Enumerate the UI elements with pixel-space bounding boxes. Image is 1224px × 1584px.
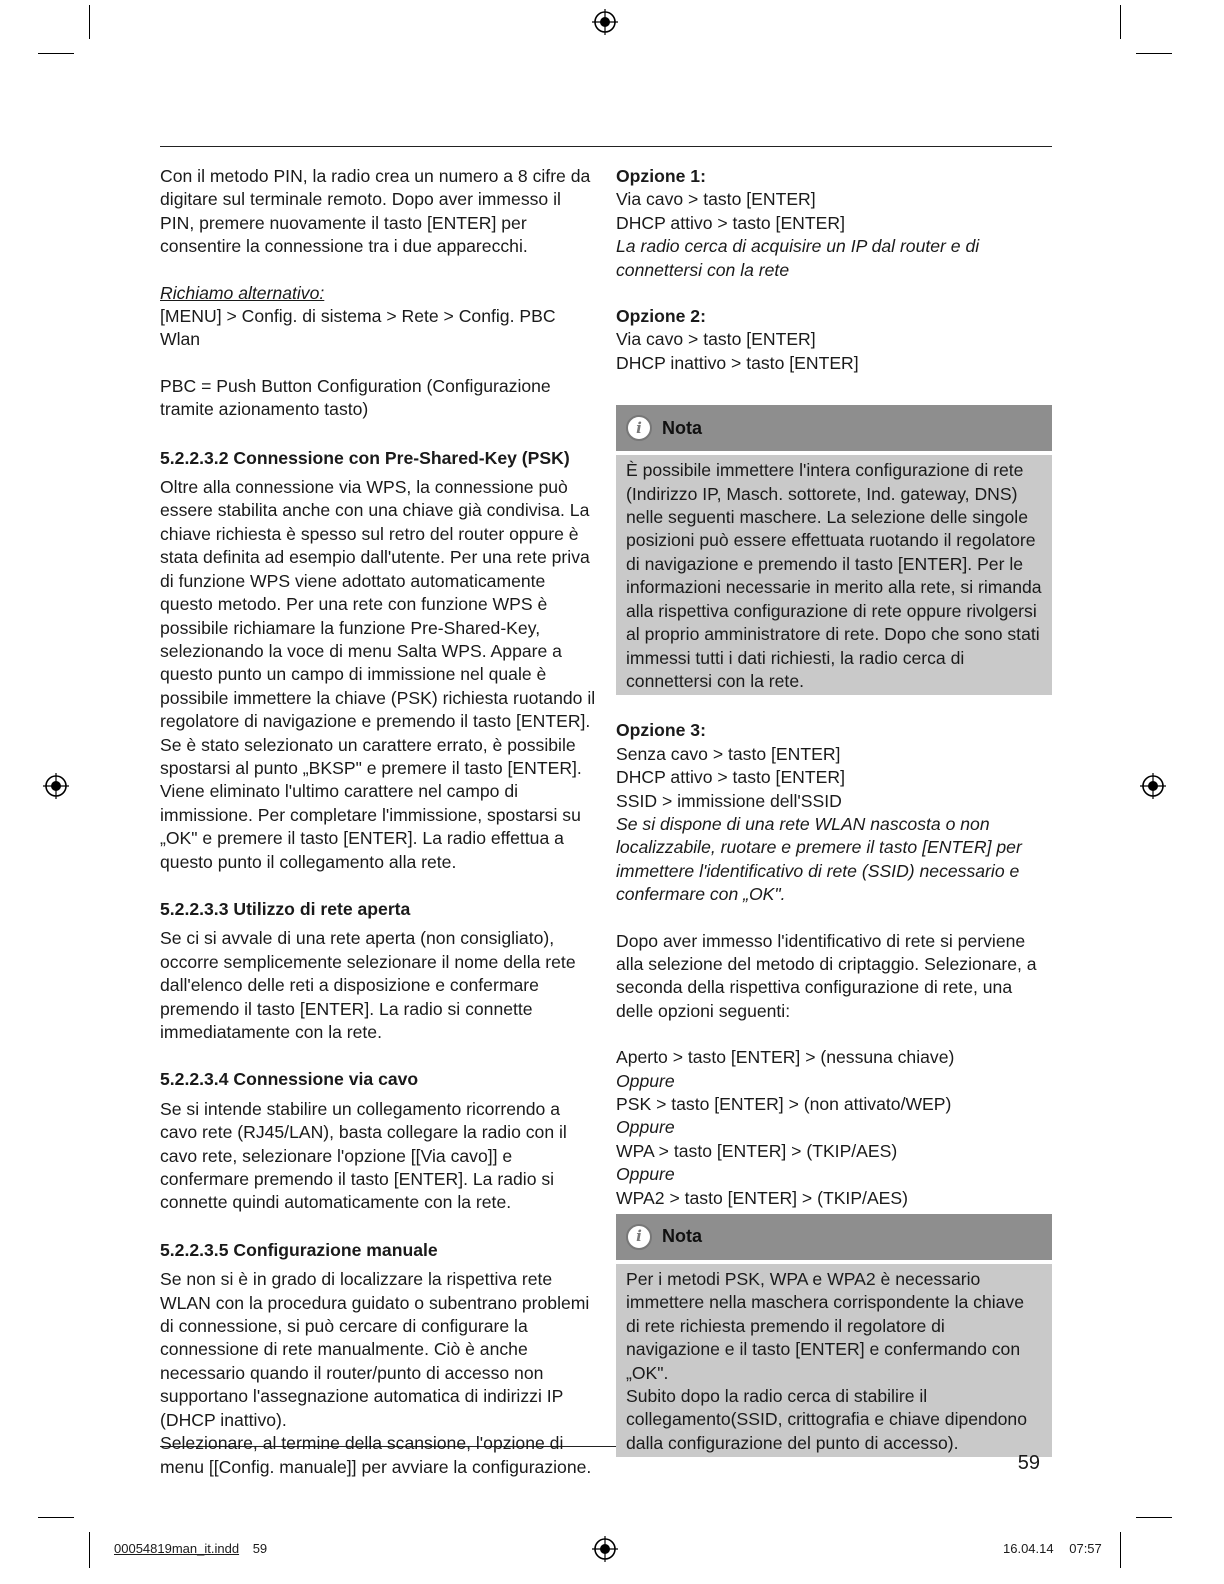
alt-call-label: Richiamo alternativo: (160, 282, 325, 303)
slug-file (114, 1541, 267, 1556)
info-icon: i (626, 1224, 652, 1250)
registration-mark-icon (43, 773, 69, 799)
option-3-note: Se si dispone di una rete WLAN nascosta o non localizzabile, ruotare e premere il tasto [ENTER] per immettere l'identificativo di rete (SSID) necessario e confermare con „OK". (616, 813, 1022, 905)
section-heading-open-network: 5.2.2.3.3 Utilizzo di rete aperta (160, 898, 411, 919)
registration-mark-icon (1140, 773, 1166, 799)
crop-mark (1136, 1517, 1172, 1518)
pbc-definition: PBC = Push Button Configuration (Configurazione tramite azionamento tasto) (160, 375, 551, 420)
or-label: Oppure (616, 1164, 675, 1185)
section-body-cable: Se si intende stabilire un collegamento ricorrendo a cavo rete (RJ45/LAN), basta collegare la radio con il cavo rete, selezionare l'opzione [[Via cavo]] e confermare premendo il tasto [ENTER]. La radio si connette quindi automaticamente con la rete. (160, 1098, 567, 1213)
slug-timestamp (1003, 1541, 1102, 1556)
page-number: 59 (1017, 1452, 1040, 1474)
note-1-body (616, 455, 1052, 695)
left-column (160, 165, 596, 1479)
option-2-line: DHCP inattivo > tasto [ENTER] (616, 352, 859, 373)
note-2-text-2: Subito dopo la radio cerca di stabilire il collegamento(SSID, crittografia e chiave dipendono dalla configurazione del punto di accesso). (626, 1386, 1027, 1453)
note-2-label: Nota (662, 1226, 702, 1247)
note-2-text: Per i metodi PSK, WPA e WPA2 è necessario immettere nella maschera corrispondente la chiave di rete richiesta premendo il regolatore di navigazione e il tasto [ENTER] e confermando con „OK". (626, 1269, 1025, 1383)
right-column (616, 165, 1052, 1457)
option-2-line: Via cavo > tasto [ENTER] (616, 329, 816, 350)
crop-mark (89, 5, 90, 39)
option-3-line: Senza cavo > tasto [ENTER] (616, 743, 841, 764)
note-2-body (616, 1264, 1052, 1457)
slug-time: 07:57 (1069, 1541, 1102, 1556)
alt-call-path: [MENU] > Config. di sistema > Rete > Config. PBC Wlan (160, 306, 556, 350)
option-3-title: Opzione 3: (616, 720, 706, 741)
crop-mark (89, 1532, 90, 1568)
crop-mark (1136, 53, 1172, 54)
note-1-label: Nota (662, 417, 702, 438)
encryption-option-wpa: WPA > tasto [ENTER] > (TKIP/AES) (616, 1140, 898, 1161)
option-3-line: SSID > immissione dell'SSID (616, 790, 842, 811)
option-1-line: Via cavo > tasto [ENTER] (616, 189, 816, 210)
option-2-title: Opzione 2: (616, 306, 706, 327)
note-2-header (616, 1214, 1052, 1260)
option-1-note: La radio cerca di acquisire un IP dal router e di connettersi con la rete (616, 236, 980, 280)
or-label: Oppure (616, 1070, 675, 1091)
encryption-option-psk: PSK > tasto [ENTER] > (non attivato/WEP) (616, 1094, 952, 1114)
section-body-manual-2: Selezionare, al termine della scansione, l'opzione di menu [[Config. manuale]] per avviare la configurazione. (160, 1433, 592, 1477)
or-label: Oppure (616, 1117, 675, 1138)
section-body-manual: Se non si è in grado di localizzare la rispettiva rete WLAN con la procedura guidato o subentrano problemi di connessione, si può cercare di configurare la connessione di rete manualmente. Ciò è anche necessario quando il router/punto di accesso non supportano l'assegnazione automatica di indirizzi IP (DHCP inattivo). (160, 1269, 590, 1430)
top-rule (160, 146, 1052, 147)
section-heading-psk: 5.2.2.3.2 Connessione con Pre-Shared-Key (PSK) (160, 447, 570, 468)
info-icon: i (626, 415, 652, 441)
note-1-text: È possibile immettere l'intera configurazione di rete (Indirizzo IP, Masch. sottorete, Ind. gateway, DNS) nelle seguenti maschere. La selezione delle singole posizioni può essere effettuata ruotando il regolatore di navigazione e premendo il tasto [ENTER]. Per le informazioni necessarie in merito alla rete, si rimanda alla rispettiva configurazione di rete oppure rivolgersi al proprio amministratore di rete. Dopo che sono stati immessi tutti i dati richiesti, la radio cerca di connettersi con la rete. (626, 460, 1042, 691)
crop-mark (1120, 1532, 1121, 1568)
slug-date: 16.04.14 (1003, 1541, 1054, 1556)
note-1-header (616, 405, 1052, 451)
intro-paragraph: Con il metodo PIN, la radio crea un numero a 8 cifre da digitare sul terminale remoto. Dopo aver immesso il PIN, premere nuovamente il tasto [ENTER] per consentire la connessione tra i due apparecchi. (160, 166, 591, 257)
section-body-psk: Oltre alla connessione via WPS, la connessione può essere stabilita anche con una chiave già condivisa. La chiave richiesta è spesso sul retro del router oppure è stata definita ad esempio dall'utente. Per una rete priva di funzione WPS viene adottato automaticamente questo metodo. Per una rete con funzione WPS è possibile richiamare la funzione Pre-Shared-Key, selezionando la voce di menu Salta WPS. Appare a questo punto un campo di immissione nel quale è possibile immettere la chiave (PSK) richiesta ruotando il regolatore di navigazione e premendo il tasto [ENTER]. Se è stato selezionato un carattere errato, è possibile spostarsi al punto „BKSP" e premere il tasto [ENTER]. Viene eliminato l'ultimo carattere nel campo di immissione. Per completare l'immissione, spostarsi su „OK" e premere il tasto [ENTER]. La radio effettua a questo punto il collegamento alla rete. (160, 477, 596, 872)
option-1-title: Opzione 1: (616, 166, 706, 186)
option-3-line: DHCP attivo > tasto [ENTER] (616, 767, 845, 788)
slug-file-page: 59 (252, 1541, 268, 1556)
section-body-open-network: Se ci si avvale di una rete aperta (non consigliato), occorre semplicemente selezionare il nome della rete dall'elenco delle reti a disposizione e confermare premendo il tasto [ENTER]. La radio si connette immediatamente con la rete. (160, 928, 576, 1042)
crop-mark (38, 53, 74, 54)
slug-file-name: 00054819man_it.indd (114, 1541, 240, 1556)
section-heading-cable: 5.2.2.3.4 Connessione via cavo (160, 1069, 419, 1090)
registration-mark-icon (592, 1536, 618, 1562)
crop-mark (38, 1517, 74, 1518)
registration-mark-icon (592, 9, 618, 35)
encryption-option-wpa2: WPA2 > tasto [ENTER] > (TKIP/AES) (616, 1187, 909, 1208)
encryption-intro: Dopo aver immesso l'identificativo di rete si perviene alla selezione del metodo di criptaggio. Selezionare, a seconda della rispettiva configurazione di rete, una delle opzioni seguenti: (616, 930, 1037, 1021)
section-heading-manual: 5.2.2.3.5 Configurazione manuale (160, 1239, 438, 1260)
crop-mark (1120, 5, 1121, 39)
option-1-line: DHCP attivo > tasto [ENTER] (616, 212, 845, 233)
encryption-option-open: Aperto > tasto [ENTER] > (nessuna chiave) (616, 1047, 955, 1068)
